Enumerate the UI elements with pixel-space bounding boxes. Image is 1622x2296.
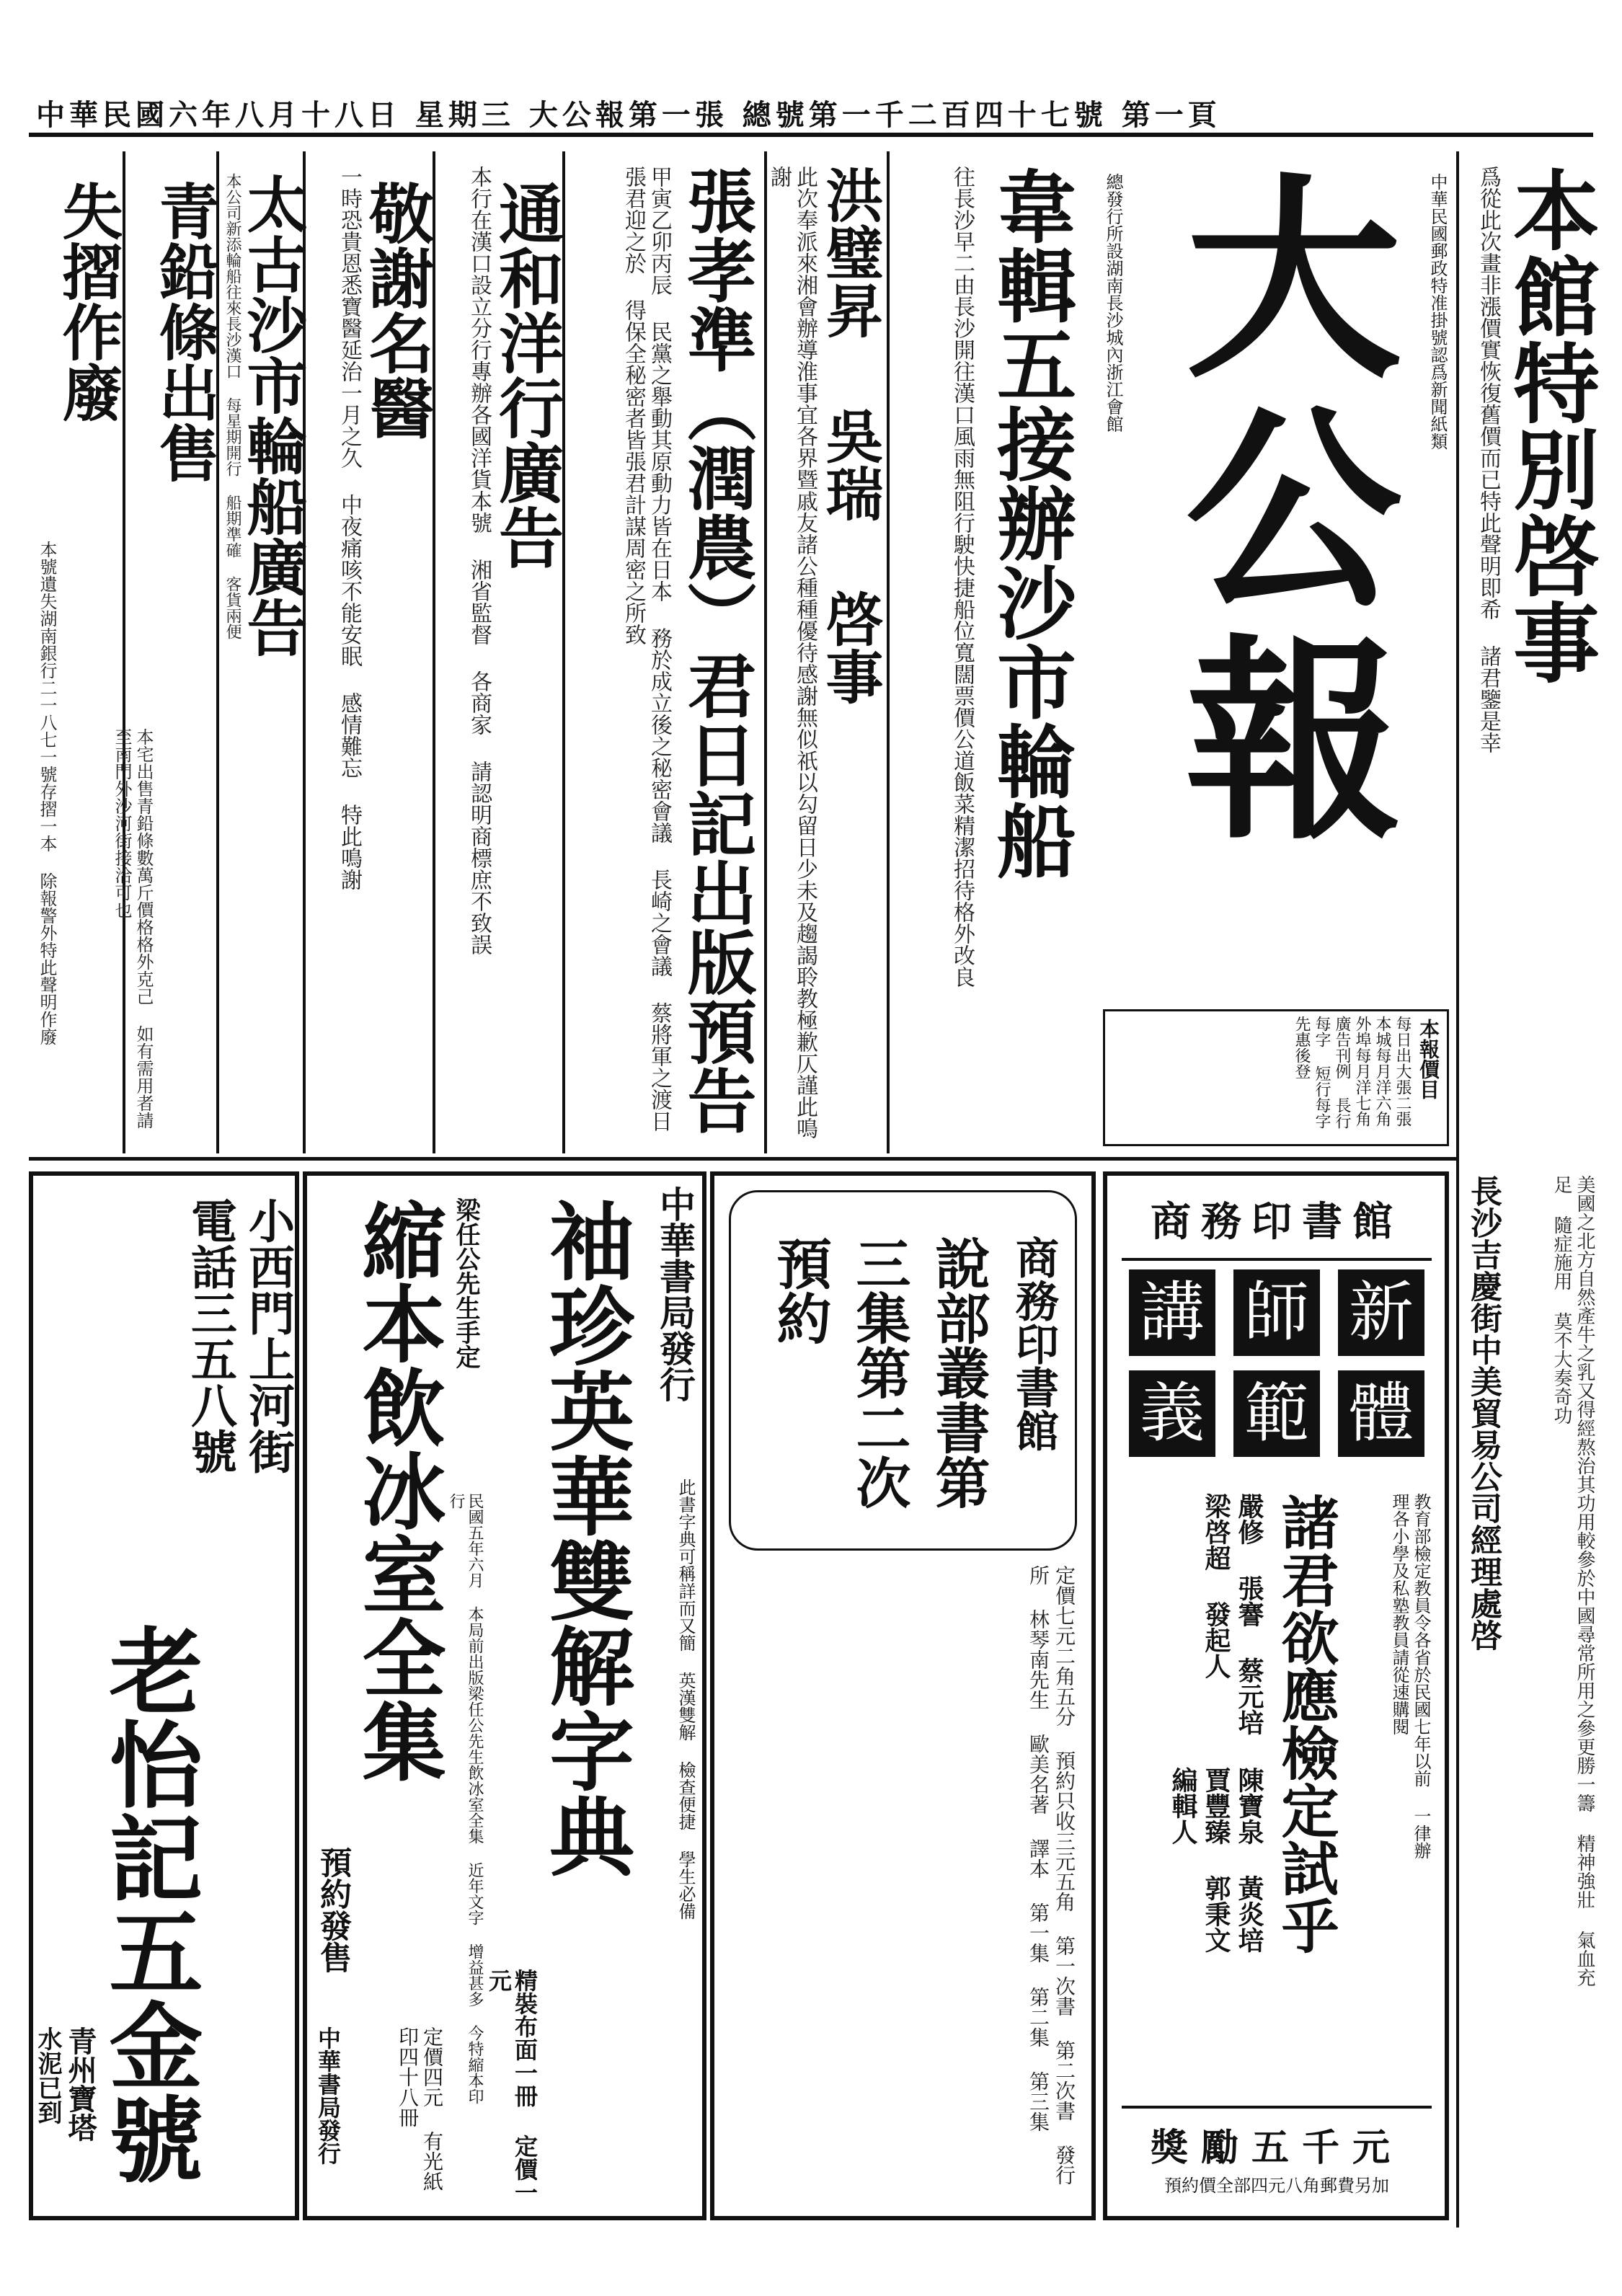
notice-lost-passbook: [29, 151, 123, 1153]
hongwu-body: 此次奉派來湘會辦導淮事宜各界暨戚友諸公種種優待感謝無似祇以勾留日少未及趨謁聆教極歉仄謹此鳴謝: [766, 166, 817, 1139]
prize: 獎勵五千元: [1122, 2106, 1432, 2171]
notice-hong-wu: [764, 151, 887, 1153]
exam-note: 教育部檢定教員令各省於民國七年以前 一律辦理各小學及私塾教員請從速購閱: [1389, 1493, 1431, 1859]
notice-lead: [112, 151, 221, 1153]
lead-title: 青鉛條出售: [149, 180, 221, 483]
dictionary-title: 袖珍英華雙解字典: [535, 1197, 635, 1878]
section-divider: [29, 1157, 1456, 1161]
notice-thanks-doctor: [303, 151, 433, 1153]
notice-title: 本館特別啓事: [1499, 166, 1600, 685]
rate-body: 每日出大張二張 本城每月洋六角 外埠每月洋七角 廣告刊例 長行每字 短行每字 先惠後登: [1293, 1016, 1412, 1129]
zhang-body: 甲寅乙卯丙辰 民黨之舉動其原動力皆在日本 務於成立後之秘密會議 長崎之會議 蔡將軍之渡日張君迎之於 得保全秘密者皆張君計謀周密之所致: [621, 166, 672, 1132]
liang-note: 梁任公先生手定: [451, 1197, 480, 1369]
authors: 嚴修 張謇 蔡元培 梁啓超 發起人: [1201, 1493, 1264, 1735]
collection-tag: 預約發售: [314, 1846, 351, 1973]
novel-title: 說部叢書第三集第二次預約: [768, 1236, 991, 1510]
notice-shashi-ship: [887, 151, 1096, 1153]
ad-laoyi: [29, 1171, 299, 2220]
notice-tonghe: [433, 151, 562, 1153]
ad-meimao: [1456, 1161, 1600, 2228]
laoyi-phone: 電話三五八號: [183, 1197, 237, 1474]
office-note: 總發行所設湖南長沙城內浙江會館: [1103, 173, 1123, 433]
registration-note: 中華民國郵政特准掛號認爲新聞紙類: [1427, 173, 1448, 450]
meimao-body: 美國之北方自然產牛之乳又得經熬治其功用較參於中國尋常所用之參更勝一籌 精神強壯 氣血充足 隨症施用 莫不大奏奇功: [1551, 1175, 1595, 1987]
title-char-6: 義: [1129, 1370, 1215, 1457]
lost-body: 本號遺失湖南銀行二一八七一號存摺一本 除報警外特此聲明作廢: [37, 541, 57, 1045]
lost-title: 失摺作廢: [53, 180, 124, 422]
collection-price: 定價四元 有光紙印四十八冊: [396, 2026, 444, 2191]
page-header: [29, 87, 1593, 137]
dictionary-price: 精裝布面一冊 定價一元: [485, 1969, 539, 2204]
novel-header-box: [729, 1190, 1077, 1551]
collection-note: 民國五年六月 本局前出版梁任公先生飲冰室全集 近年文字 增益甚多 今特縮本印行: [447, 1493, 484, 2104]
lead-body: 本宅出售青鉛條數萬斤價格格外克己 如有需用者請至南門外沙河街接洽可也: [112, 728, 154, 1129]
dictionary-note: 此書字典可稱詳而又簡 英漢雙解 檢查便捷 學生必備: [675, 1479, 696, 1920]
rate-table: [1103, 1009, 1449, 1146]
tonghe-body: 本行在漢口設立分行專辦各國洋貨本號 湘省監督 各商家 請認明商標庶不致誤: [466, 166, 492, 955]
ad-teacher-textbook: [1103, 1171, 1449, 2220]
shashi-title: 韋輯五接辦沙市輪船: [984, 166, 1077, 879]
meimao-name: 長沙吉慶街中美貿易公司經理處啓: [1465, 1175, 1502, 1651]
chunghwa-publisher: 中華書局發行: [654, 1186, 696, 1402]
exam-title: 諸君欲應檢定試乎: [1272, 1493, 1339, 1954]
collection-title: 縮本飲冰室全集: [348, 1197, 446, 1783]
tonghe-title: 通和洋行廣告: [487, 180, 564, 569]
shashi-body: 往長沙早二由長沙開往漢口風雨無阻行駛快捷船位寬闊票價公道飯菜精潔招待格外改良: [949, 166, 975, 988]
taikoo-body: 本公司新添輪船往來長沙漢口 每星期開行 船期準確 客貨兩便: [223, 173, 241, 639]
teacher-publisher: 商務印書館: [1122, 1190, 1432, 1261]
title-char-1: 新: [1338, 1269, 1424, 1356]
title-char-3: 講: [1129, 1269, 1215, 1356]
laoyi-extra-2: 水泥已到: [33, 2026, 62, 2124]
chunghwa-seller: 中華書局發行: [314, 2026, 342, 2165]
teacher-price: 預約價全部四元八角郵費另加: [1164, 2176, 1389, 2196]
notice-taikoo: [216, 151, 309, 1153]
title-block: [1122, 1269, 1432, 1464]
masthead: [1103, 151, 1449, 1009]
notice-bulletin: [1456, 151, 1600, 1161]
laoyi-address: 小西門上河街: [241, 1197, 295, 1474]
title-char-4: 體: [1338, 1370, 1424, 1457]
novel-body: 定價七元二角五分 預約只收三元五角 第一次書 第二次書 發行所 林琴南先生 歐美名著 譯本 第一集 第二集 第三集: [1027, 1565, 1076, 2185]
editors: 陳寶泉 黃炎培 賈豐臻 郭秉文 編輯人: [1168, 1767, 1264, 1953]
laoyi-extra-1: 青州寶塔: [63, 2026, 97, 2142]
notice-zhang-diary: [562, 151, 764, 1153]
rate-title: 本報價目: [1417, 1019, 1440, 1099]
thanks-title: 敬謝名醫: [358, 180, 434, 440]
ad-novel-series: [710, 1171, 1096, 2220]
zhang-title: 張孝準（潤農）君日記出版預告: [676, 166, 758, 1135]
thanks-body: 一時恐貴恩悉寶醫延治一月之久 中夜痛咳不能安眠 感情難忘 特此鳴謝: [337, 166, 362, 890]
title-char-5: 範: [1233, 1370, 1320, 1457]
title-char-2: 師: [1233, 1269, 1320, 1356]
masthead-title: 大公報: [1149, 166, 1404, 858]
taikoo-title: 太古沙市輪船廣告: [237, 173, 309, 657]
novel-publisher: 商務印書館: [1009, 1236, 1059, 1452]
hongwu-title: 洪璧昇 吳瑞 啓事: [816, 166, 884, 705]
header-text: 中華民國六年八月十八日 星期三 大公報第一張 總號第一千二百四十七號 第一頁: [36, 98, 1221, 132]
ad-chunghwa: [303, 1171, 706, 2220]
laoyi-name: 老怡記五金號: [94, 1623, 204, 2185]
notice-body: 爲從此次畫非漲價實恢復舊價而已特此聲明即希 諸君鑒是幸: [1476, 166, 1501, 753]
